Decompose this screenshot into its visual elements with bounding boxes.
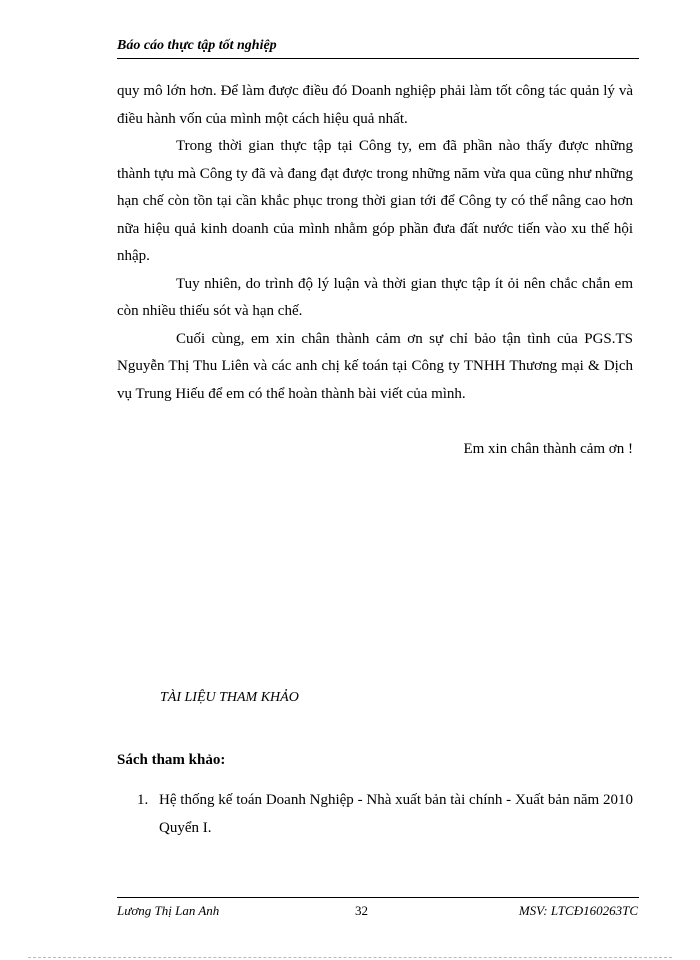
references-heading: TÀI LIỆU THAM KHẢO [160, 690, 299, 705]
header-title: Báo cáo thực tập tốt nghiệp [117, 38, 277, 53]
footer-rule [117, 897, 639, 898]
paragraph-3: Tuy nhiên, do trình độ lý luận và thời gian thực tập ít ỏi nên chắc chắn em còn nhiều thiếu sót và hạn chế. [117, 275, 633, 319]
paragraph-1: quy mô lớn hơn. Để làm được điều đó Doanh nghiệp phải làm tốt công tác quản lý và điều hành vốn của mình một cách hiệu quả nhất. [117, 83, 633, 127]
footer-student-id: MSV: LTCĐ160263TC [518, 903, 638, 918]
paragraph-2: Trong thời gian thực tập tại Công ty, em đã phần nào thấy được những thành tựu mà Công ty đã và đang đạt được trong những năm vừa qua cũng như những hạn chế còn tồn tại cần khắc phục trong thời gian tới để Công ty có thể nâng cao hơn nữa hiệu quả kinh doanh của mình nhằm góp phần đưa đất nước tiến vào xu thế hội nhập. [117, 138, 633, 264]
page-boundary-divider [28, 957, 672, 958]
header-rule [117, 58, 639, 59]
footer-author: Lương Thị Lan Anh [117, 903, 220, 918]
footer-page-number: 32 [355, 903, 368, 918]
reference-number: 1. [137, 792, 149, 808]
body-text [117, 78, 633, 408]
reference-item [117, 787, 633, 842]
closing-line: Em xin chân thành cảm ơn ! [463, 441, 633, 457]
references-subheading: Sách tham khảo: [117, 752, 226, 768]
references-list [117, 787, 633, 842]
paragraph-4: Cuối cùng, em xin chân thành cảm ơn sự chỉ bảo tận tình của PGS.TS Nguyễn Thị Thu Liên và các anh chị kế toán tại Công ty TNHH Thương mại & Dịch vụ Trung Hiếu để em có thể hoàn thành bài viết của mình. [117, 330, 633, 402]
reference-text: Hệ thống kế toán Doanh Nghiệp - Nhà xuất bản tài chính - Xuất bản năm 2010 Quyển I. [159, 792, 633, 836]
